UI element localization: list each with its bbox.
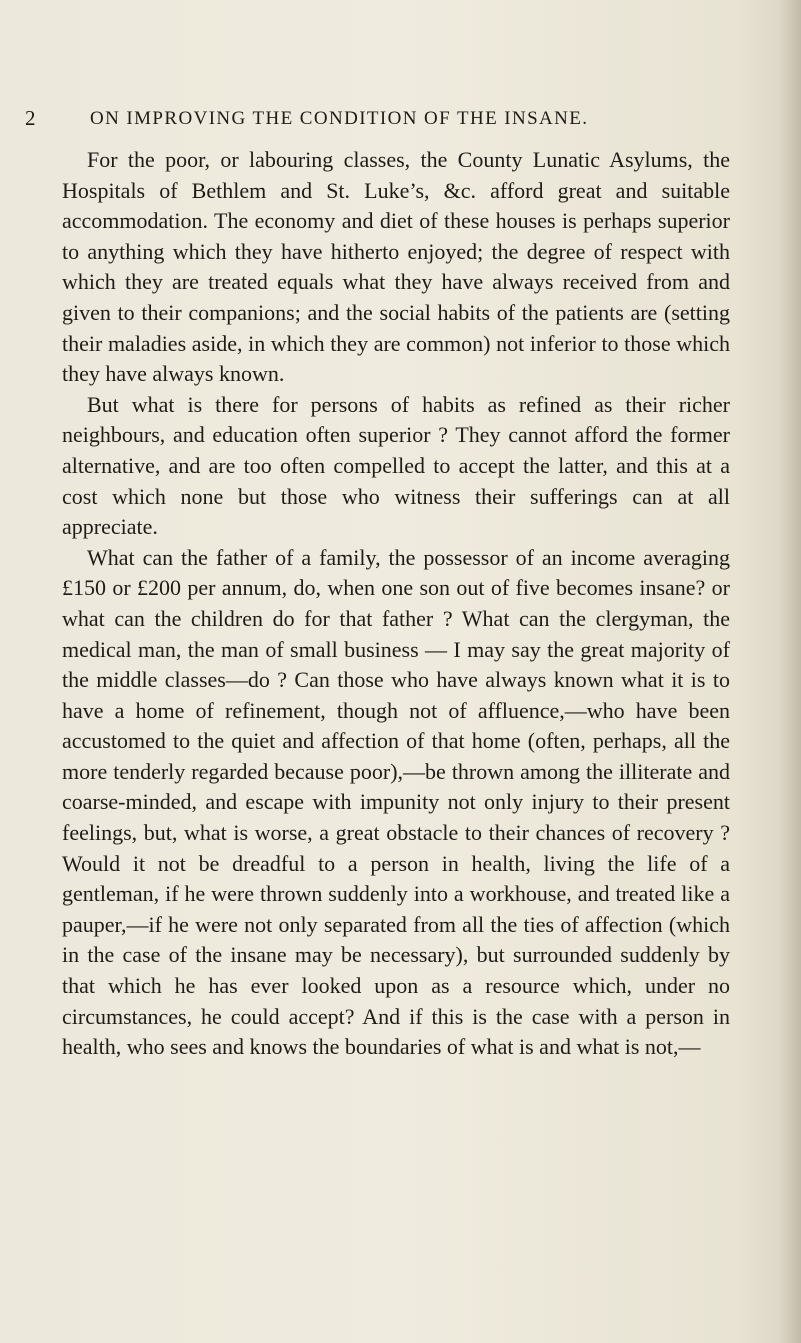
paragraph-3: What can the father of a family, the possessor of an income averaging £150 or £200 per annum, do, when one son out of five becomes insane? or what can the children do for that father ? What can the clergyman, the medical man, the man of small business — I may say the great majority of the middle classes—do ? Can those who have always known what it is to have a home of refinement, though not of affluence,—who have been accustomed to the quiet and affection of that home (often, perhaps, all the more tenderly regarded because poor),—be thrown among the illiterate and coarse-minded, and escape with impunity not only injury to their present feelings, but, what is worse, a great obstacle to their chances of recovery ? Would it not be dreadful to a person in health, living the life of a gentleman, if he were thrown suddenly into a workhouse, and treated like a pauper,—if he were not only separated from all the ties of affection (which in the case of the insane may be necessary), but surrounded suddenly by that which he has ever looked upon as a resource which, under no circumstances, he could accept? And if this is the case with a person in health, who sees and knows the boundaries of what is and what is not,— — [62, 544, 730, 1060]
page-number: 2 — [25, 106, 36, 130]
paragraph-2: But what is there for persons of habits as refined as their richer neighbours, and education often superior ? They cannot afford the former alternative, and are too often compelled to accept the latter, and this at a cost which none but those who witness their sufferings can at all appreciate. — [62, 391, 730, 540]
body-text — [62, 145, 730, 1063]
running-head: ON IMPROVING THE CONDITION OF THE INSANE. — [90, 108, 589, 129]
page-edge-shadow — [779, 0, 801, 1343]
paragraph-1: For the poor, or labouring classes, the County Lunatic Asylums, the Hospitals of Bethlem and St. Luke’s, &c. afford great and suitable accommodation. The economy and diet of these houses is perhaps superior to anything which they have hitherto enjoyed; the degree of respect with which they are treated equals what they have always received from and given to their companions; and the social habits of the patients are (setting their maladies aside, in which they are common) not inferior to those which they have always known. — [62, 147, 730, 387]
